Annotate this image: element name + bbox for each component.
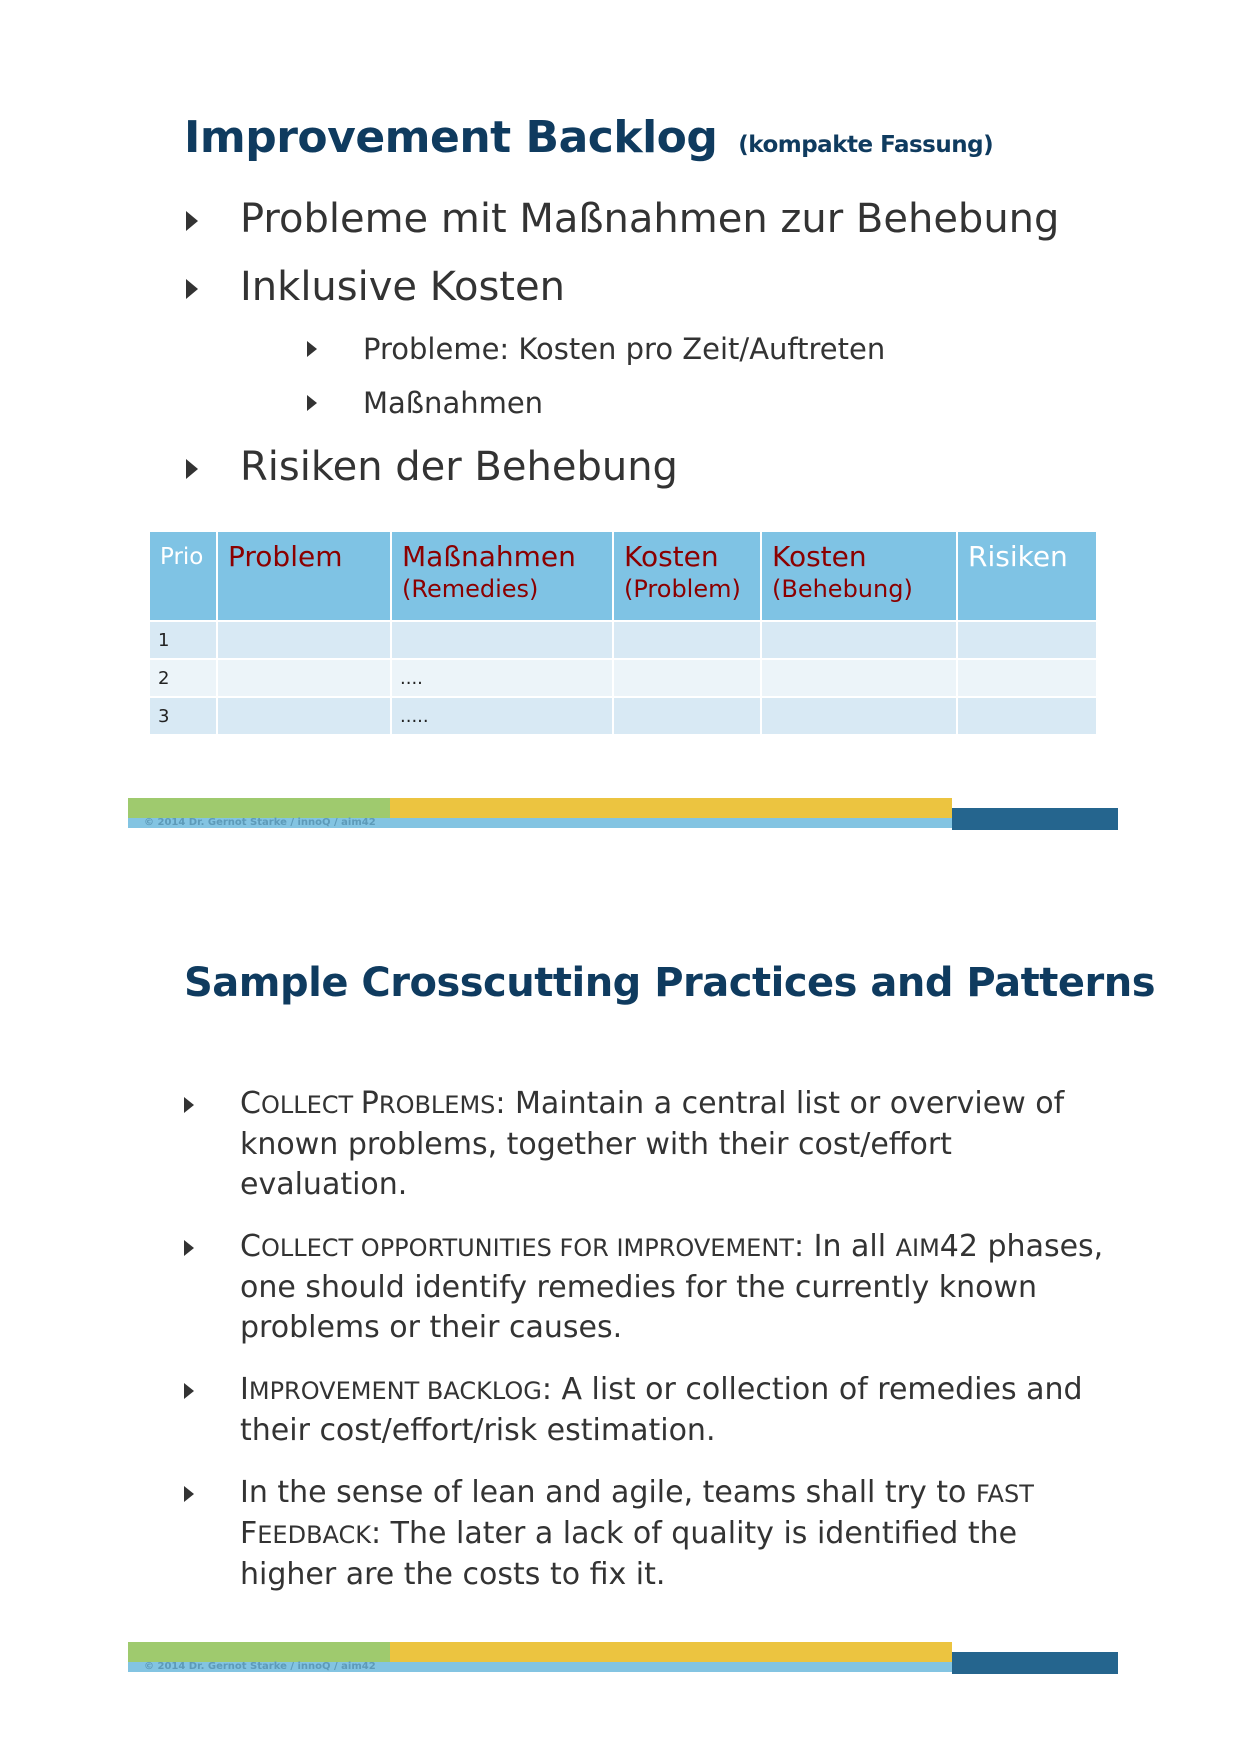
col-header-risiken: Risiken	[958, 532, 1096, 620]
practice-item-collect-opportunities: COLLECT OPPORTUNITIES FOR IMPROVEMENT: In all AIM42 phases, one should identify remedies for the currently known problems or their causes.	[184, 1227, 1104, 1348]
col-header-massnahmen: Maßnahmen (Remedies)	[392, 532, 612, 620]
bullet-item: Risiken der Behebung	[184, 442, 678, 510]
bullet-item: Inklusive Kosten	[184, 262, 1059, 330]
practice-item-collect-problems: COLLECT PROBLEMS: Maintain a central list or overview of known problems, together with their cost/effort evaluation.	[184, 1084, 1104, 1205]
slide-title	[184, 112, 993, 163]
col-header-prio: Prio	[150, 532, 216, 620]
bullet-list	[184, 194, 1059, 330]
footer-bar-yellow	[390, 1642, 952, 1664]
col-header-problem: Problem	[218, 532, 390, 620]
footer-copyright: © 2014 Dr. Gernot Starke / innoQ / aim42	[144, 817, 376, 828]
col-header-kosten-problem: Kosten (Problem)	[614, 532, 760, 620]
slide-footer	[128, 1642, 1118, 1674]
table-row: 3 .....	[150, 698, 1096, 734]
table-header-row	[150, 532, 1096, 620]
title-sub: (kompakte Fassung)	[738, 132, 994, 158]
sub-bullet-item: Maßnahmen	[307, 384, 885, 438]
triangle-bullet-icon	[184, 1097, 194, 1113]
triangle-bullet-icon	[184, 1240, 194, 1256]
table-row: 2 ....	[150, 660, 1096, 696]
title-main: Improvement Backlog	[184, 112, 718, 163]
table-row: 1	[150, 622, 1096, 658]
col-header-kosten-behebung: Kosten (Behebung)	[762, 532, 956, 620]
footer-bar-dark-blue	[952, 808, 1118, 830]
triangle-bullet-icon	[186, 279, 198, 299]
footer-bar-yellow	[390, 798, 952, 820]
bullet-list-2	[184, 442, 678, 510]
footer-copyright: © 2014 Dr. Gernot Starke / innoQ / aim42	[144, 1661, 376, 1672]
slide-crosscutting-practices	[0, 870, 1240, 1755]
footer-bar-dark-blue	[952, 1652, 1118, 1674]
triangle-bullet-icon	[186, 211, 198, 231]
practice-item-improvement-backlog: IMPROVEMENT BACKLOG: A list or collection of remedies and their cost/effort/risk estimation.	[184, 1370, 1104, 1451]
practice-list	[184, 1084, 1104, 1617]
triangle-bullet-icon	[307, 341, 317, 357]
triangle-bullet-icon	[186, 459, 198, 479]
sub-bullet-item: Probleme: Kosten pro Zeit/Auftreten	[307, 330, 885, 384]
slide-title: Sample Crosscutting Practices and Patterns	[184, 960, 1156, 1006]
backlog-table	[148, 530, 1098, 736]
bullet-item: Probleme mit Maßnahmen zur Behebung	[184, 194, 1059, 262]
practice-item-fast-feedback: In the sense of lean and agile, teams shall try to FAST FEEDBACK: The later a lack of quality is identified the higher are the costs to fix it.	[184, 1473, 1104, 1595]
triangle-bullet-icon	[184, 1383, 194, 1399]
slide-improvement-backlog	[0, 0, 1240, 870]
triangle-bullet-icon	[307, 395, 317, 411]
triangle-bullet-icon	[184, 1486, 194, 1502]
sub-bullet-list	[307, 330, 885, 438]
slide-footer	[128, 798, 1118, 830]
